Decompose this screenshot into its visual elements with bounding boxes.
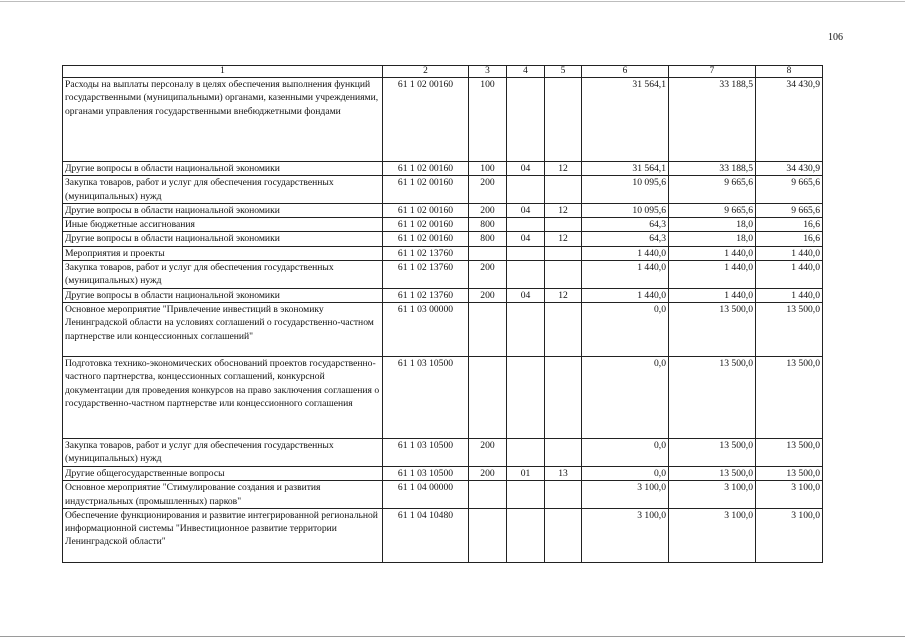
row-value-year1-cell: 3 100,0 xyxy=(582,508,669,562)
row-value-year2-cell: 1 440,0 xyxy=(669,246,756,260)
budget-table xyxy=(62,65,823,563)
row-subsection-cell xyxy=(545,481,582,509)
table-row xyxy=(63,176,823,204)
row-value-year2-cell: 9 665,6 xyxy=(669,176,756,204)
header-cell: 2 xyxy=(383,66,469,78)
row-value-year3-cell: 16,6 xyxy=(756,218,823,232)
row-section-cell: 04 xyxy=(507,288,545,302)
row-value-year2-cell: 33 188,5 xyxy=(669,78,756,162)
table-row xyxy=(63,466,823,480)
row-section-cell xyxy=(507,356,545,438)
table-row xyxy=(63,162,823,176)
row-name-cell: Закупка товаров, работ и услуг для обеспечения государственных (муниципальных) нужд xyxy=(63,438,383,466)
row-subsection-cell xyxy=(545,438,582,466)
row-value-year2-cell: 3 100,0 xyxy=(669,508,756,562)
header-cell: 1 xyxy=(63,66,383,78)
row-value-year3-cell: 13 500,0 xyxy=(756,466,823,480)
table-row xyxy=(63,203,823,217)
row-value-year2-cell: 13 500,0 xyxy=(669,302,756,356)
row-value-year1-cell: 1 440,0 xyxy=(582,261,669,289)
row-expense-type-cell xyxy=(469,508,507,562)
header-cell: 6 xyxy=(582,66,669,78)
row-name-cell: Обеспечение функционирования и развитие интегрированной региональной информационной системы "Инвестиционное развитие территории Ленинградской области" xyxy=(63,508,383,562)
row-value-year3-cell: 9 665,6 xyxy=(756,176,823,204)
table-row xyxy=(63,481,823,509)
row-expense-type-cell xyxy=(469,481,507,509)
row-value-year1-cell: 31 564,1 xyxy=(582,78,669,162)
row-section-cell: 01 xyxy=(507,466,545,480)
row-value-year2-cell: 9 665,6 xyxy=(669,203,756,217)
row-section-cell xyxy=(507,176,545,204)
row-section-cell xyxy=(507,302,545,356)
row-value-year3-cell: 1 440,0 xyxy=(756,261,823,289)
row-section-cell xyxy=(507,261,545,289)
row-name-cell: Другие общегосударственные вопросы xyxy=(63,466,383,480)
row-subsection-cell xyxy=(545,246,582,260)
row-subsection-cell xyxy=(545,508,582,562)
row-subsection-cell xyxy=(545,78,582,162)
row-subsection-cell xyxy=(545,176,582,204)
row-expense-type-cell xyxy=(469,356,507,438)
row-code-cell: 61 1 03 10500 xyxy=(383,356,469,438)
header-cell: 7 xyxy=(669,66,756,78)
row-value-year2-cell: 18,0 xyxy=(669,232,756,246)
row-name-cell: Иные бюджетные ассигнования xyxy=(63,218,383,232)
row-subsection-cell xyxy=(545,218,582,232)
page-number: 106 xyxy=(828,32,843,43)
row-value-year3-cell: 3 100,0 xyxy=(756,481,823,509)
row-expense-type-cell: 200 xyxy=(469,176,507,204)
row-value-year2-cell: 1 440,0 xyxy=(669,261,756,289)
row-code-cell: 61 1 02 00160 xyxy=(383,218,469,232)
row-value-year3-cell: 1 440,0 xyxy=(756,246,823,260)
row-value-year1-cell: 31 564,1 xyxy=(582,162,669,176)
row-value-year3-cell: 3 100,0 xyxy=(756,508,823,562)
row-name-cell: Мероприятия и проекты xyxy=(63,246,383,260)
row-expense-type-cell: 100 xyxy=(469,78,507,162)
row-value-year3-cell: 13 500,0 xyxy=(756,302,823,356)
table-row xyxy=(63,288,823,302)
row-name-cell: Закупка товаров, работ и услуг для обеспечения государственных (муниципальных) нужд xyxy=(63,176,383,204)
scan-top-edge xyxy=(0,1,905,2)
row-code-cell: 61 1 02 13760 xyxy=(383,261,469,289)
row-value-year2-cell: 13 500,0 xyxy=(669,438,756,466)
row-expense-type-cell: 200 xyxy=(469,438,507,466)
row-code-cell: 61 1 02 13760 xyxy=(383,246,469,260)
row-value-year3-cell: 9 665,6 xyxy=(756,203,823,217)
row-code-cell: 61 1 02 13760 xyxy=(383,288,469,302)
row-subsection-cell: 12 xyxy=(545,288,582,302)
header-cell: 4 xyxy=(507,66,545,78)
table-row xyxy=(63,508,823,562)
row-name-cell: Основное мероприятие "Привлечение инвестиций в экономику Ленинградской области на условиях соглашений о государственно-частном партнерстве или концессионных соглашений" xyxy=(63,302,383,356)
row-name-cell: Закупка товаров, работ и услуг для обеспечения государственных (муниципальных) нужд xyxy=(63,261,383,289)
table-row xyxy=(63,261,823,289)
row-expense-type-cell: 100 xyxy=(469,162,507,176)
row-code-cell: 61 1 02 00160 xyxy=(383,78,469,162)
row-code-cell: 61 1 03 10500 xyxy=(383,466,469,480)
row-name-cell: Другие вопросы в области национальной экономики xyxy=(63,288,383,302)
row-value-year3-cell: 16,6 xyxy=(756,232,823,246)
table-header-row xyxy=(63,66,823,78)
row-value-year2-cell: 1 440,0 xyxy=(669,288,756,302)
table-row xyxy=(63,356,823,438)
row-section-cell xyxy=(507,218,545,232)
row-value-year1-cell: 10 095,6 xyxy=(582,176,669,204)
row-section-cell: 04 xyxy=(507,203,545,217)
table-row xyxy=(63,78,823,162)
row-value-year1-cell: 1 440,0 xyxy=(582,246,669,260)
row-expense-type-cell xyxy=(469,302,507,356)
table-row xyxy=(63,438,823,466)
row-value-year3-cell: 13 500,0 xyxy=(756,438,823,466)
table-body xyxy=(63,78,823,563)
header-cell: 5 xyxy=(545,66,582,78)
table-row xyxy=(63,232,823,246)
row-value-year3-cell: 13 500,0 xyxy=(756,356,823,438)
row-code-cell: 61 1 03 00000 xyxy=(383,302,469,356)
row-value-year1-cell: 10 095,6 xyxy=(582,203,669,217)
row-value-year1-cell: 64,3 xyxy=(582,232,669,246)
row-section-cell xyxy=(507,481,545,509)
row-subsection-cell: 13 xyxy=(545,466,582,480)
row-value-year1-cell: 0,0 xyxy=(582,438,669,466)
row-expense-type-cell: 200 xyxy=(469,288,507,302)
row-value-year3-cell: 34 430,9 xyxy=(756,162,823,176)
row-value-year3-cell: 1 440,0 xyxy=(756,288,823,302)
row-name-cell: Основное мероприятие "Стимулирование создания и развития индустриальных (промышленных) парков" xyxy=(63,481,383,509)
row-expense-type-cell: 200 xyxy=(469,466,507,480)
row-code-cell: 61 1 04 10480 xyxy=(383,508,469,562)
row-section-cell: 04 xyxy=(507,162,545,176)
row-name-cell: Подготовка технико-экономических обоснований проектов государственно-частного партнерства, концессионных соглашений, конкурсной документации для проведения конкурсов на право заключения соглашения о государственно-частном партнерстве или концессионного соглашения xyxy=(63,356,383,438)
row-value-year1-cell: 0,0 xyxy=(582,302,669,356)
row-section-cell xyxy=(507,246,545,260)
row-section-cell: 04 xyxy=(507,232,545,246)
row-value-year2-cell: 13 500,0 xyxy=(669,466,756,480)
row-code-cell: 61 1 02 00160 xyxy=(383,203,469,217)
row-name-cell: Другие вопросы в области национальной экономики xyxy=(63,232,383,246)
row-expense-type-cell: 800 xyxy=(469,232,507,246)
row-value-year1-cell: 0,0 xyxy=(582,466,669,480)
row-name-cell: Другие вопросы в области национальной экономики xyxy=(63,203,383,217)
row-name-cell: Другие вопросы в области национальной экономики xyxy=(63,162,383,176)
row-section-cell xyxy=(507,438,545,466)
row-value-year1-cell: 0,0 xyxy=(582,356,669,438)
row-value-year3-cell: 34 430,9 xyxy=(756,78,823,162)
row-expense-type-cell: 200 xyxy=(469,261,507,289)
table-row xyxy=(63,302,823,356)
row-section-cell xyxy=(507,78,545,162)
row-code-cell: 61 1 03 10500 xyxy=(383,438,469,466)
row-subsection-cell xyxy=(545,356,582,438)
row-code-cell: 61 1 02 00160 xyxy=(383,232,469,246)
row-name-cell: Расходы на выплаты персоналу в целях обеспечения выполнения функций государственными (муниципальными) органами, казенными учреждениями, органами управления государственными внебюджетными фондами xyxy=(63,78,383,162)
header-cell: 8 xyxy=(756,66,823,78)
row-code-cell: 61 1 04 00000 xyxy=(383,481,469,509)
row-expense-type-cell: 800 xyxy=(469,218,507,232)
row-value-year2-cell: 33 188,5 xyxy=(669,162,756,176)
row-value-year2-cell: 18,0 xyxy=(669,218,756,232)
row-subsection-cell xyxy=(545,302,582,356)
row-code-cell: 61 1 02 00160 xyxy=(383,176,469,204)
row-expense-type-cell: 200 xyxy=(469,203,507,217)
row-value-year1-cell: 1 440,0 xyxy=(582,288,669,302)
table-row xyxy=(63,218,823,232)
row-code-cell: 61 1 02 00160 xyxy=(383,162,469,176)
row-section-cell xyxy=(507,508,545,562)
row-subsection-cell xyxy=(545,261,582,289)
scan-bottom-edge xyxy=(0,636,905,637)
row-subsection-cell: 12 xyxy=(545,203,582,217)
row-value-year1-cell: 3 100,0 xyxy=(582,481,669,509)
row-subsection-cell: 12 xyxy=(545,232,582,246)
table-row xyxy=(63,246,823,260)
row-expense-type-cell xyxy=(469,246,507,260)
row-value-year2-cell: 13 500,0 xyxy=(669,356,756,438)
header-cell: 3 xyxy=(469,66,507,78)
row-value-year2-cell: 3 100,0 xyxy=(669,481,756,509)
row-subsection-cell: 12 xyxy=(545,162,582,176)
row-value-year1-cell: 64,3 xyxy=(582,218,669,232)
